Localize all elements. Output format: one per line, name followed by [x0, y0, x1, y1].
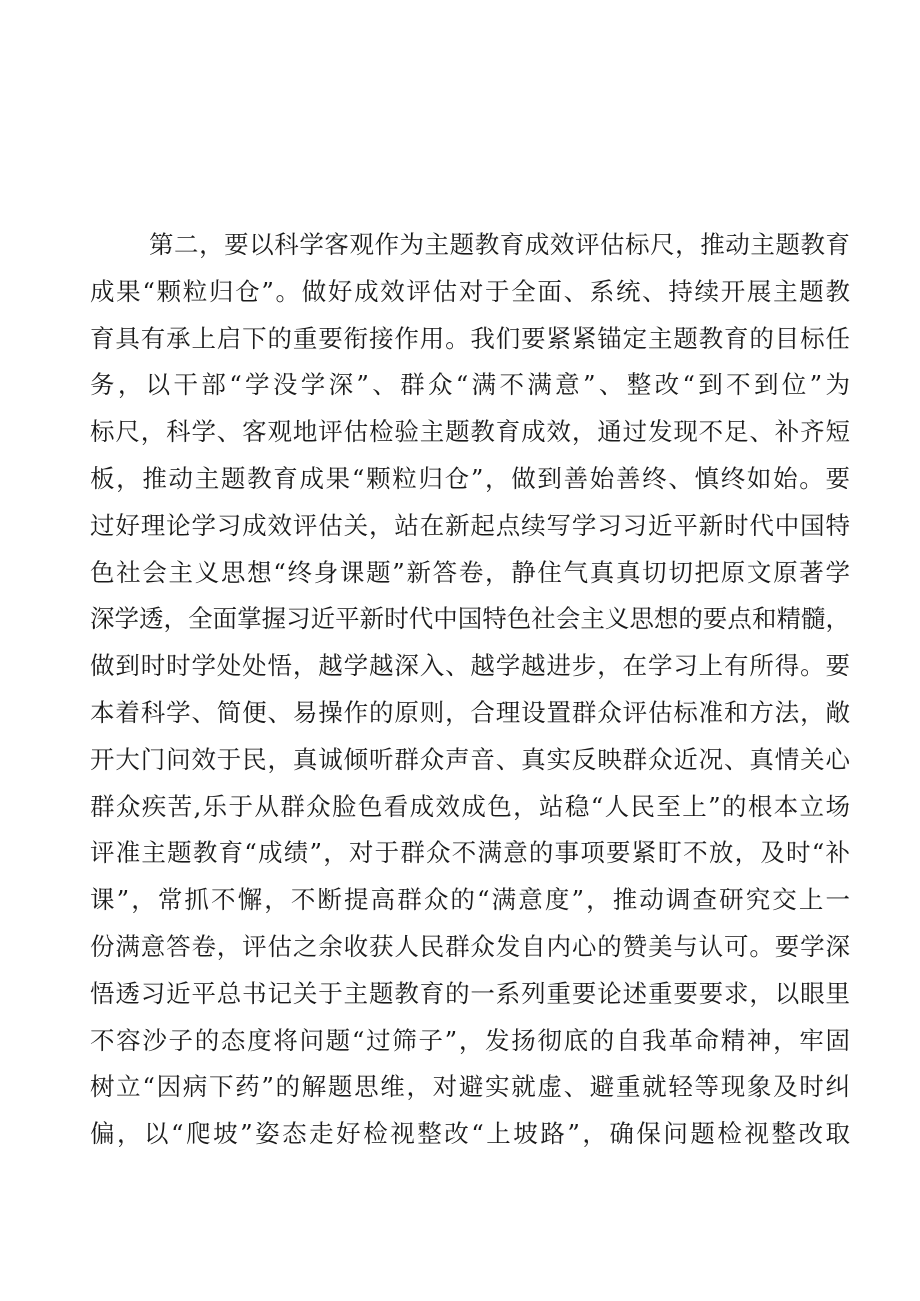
paragraph-line: 色社会主义思想“终身课题”新答卷，静住气真真切切把原文原著学	[90, 557, 850, 587]
paragraph-line: 群众疾苦,乐于从群众脸色看成效成色，站稳“人民至上”的根本立场	[90, 791, 850, 821]
paragraph-line: 成果“颗粒归仓”。做好成效评估对于全面、系统、持续开展主题教	[90, 276, 850, 306]
paragraph-line: 深学透，全面掌握习近平新时代中国特色社会主义思想的要点和精髓，	[90, 604, 850, 634]
paragraph-line: 不容沙子的态度将问题“过筛子”，发扬彻底的自我革命精神，牢固	[90, 1025, 850, 1055]
paragraph-line: 本着科学、简便、易操作的原则，合理设置群众评估标准和方法，敞	[90, 697, 850, 727]
paragraph-line: 做到时时学处处悟，越学越深入、越学越进步，在学习上有所得。要	[90, 651, 850, 681]
paragraph-line: 标尺，科学、客观地评估检验主题教育成效，通过发现不足、补齐短	[90, 417, 850, 447]
body-paragraph	[90, 222, 850, 1158]
paragraph-line: 育具有承上启下的重要衔接作用。我们要紧紧锚定主题教育的目标任	[90, 323, 850, 353]
paragraph-line: 偏，以“爬坡”姿态走好检视整改“上坡路”，确保问题检视整改取	[90, 1119, 850, 1149]
paragraph-line: 树立“因病下药”的解题思维，对避实就虚、避重就轻等现象及时纠	[90, 1072, 850, 1102]
paragraph-line: 悟透习近平总书记关于主题教育的一系列重要论述重要要求，以眼里	[90, 978, 850, 1008]
paragraph-line: 课”，常抓不懈，不断提高群众的“满意度”，推动调查研究交上一	[90, 885, 850, 915]
paragraph-line: 第二，要以科学客观作为主题教育成效评估标尺，推动主题教育	[149, 230, 850, 259]
paragraph-line: 板，推动主题教育成果“颗粒归仓”，做到善始善终、慎终如始。要	[90, 463, 850, 493]
paragraph-line: 务，以干部“学没学深”、群众“满不满意”、整改“到不到位”为	[90, 370, 850, 400]
paragraph-line: 开大门问效于民，真诚倾听群众声音、真实反映群众近况、真情关心	[90, 744, 850, 774]
paragraph-line: 份满意答卷，评估之余收获人民群众发自内心的赞美与认可。要学深	[90, 931, 850, 961]
paragraph-line: 评准主题教育“成绩”，对于群众不满意的事项要紧盯不放，及时“补	[90, 838, 850, 868]
paragraph-line: 过好理论学习成效评估关，站在新起点续写学习习近平新时代中国特	[90, 510, 850, 540]
